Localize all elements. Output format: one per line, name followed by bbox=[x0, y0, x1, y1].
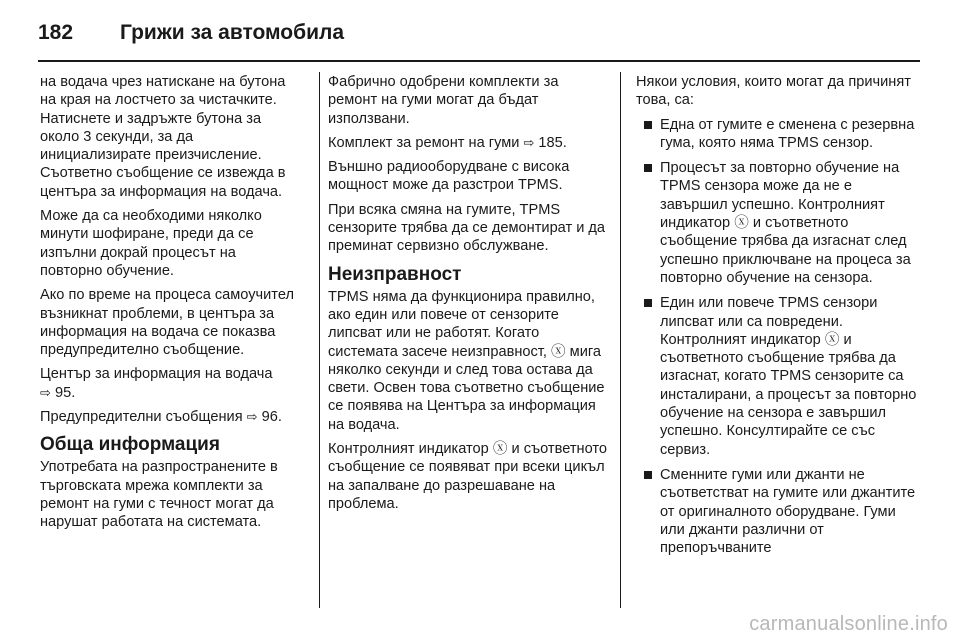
conditions-list bbox=[636, 116, 922, 558]
page-reference-arrow-icon: ⇨ bbox=[523, 134, 535, 150]
paragraph bbox=[328, 440, 608, 513]
tpms-warning-lamp-icon: ⓧ bbox=[492, 441, 508, 458]
column-divider bbox=[620, 72, 621, 608]
list-item: Една от гумите е сменена с резервна гума, която няма TPMS сензор. bbox=[636, 116, 922, 153]
reference-text: Комплект за ремонт на гуми bbox=[328, 134, 520, 151]
tpms-warning-lamp-icon: ⓧ bbox=[824, 331, 840, 348]
section-heading: Неизправност bbox=[328, 263, 462, 285]
paragraph-with-reference bbox=[40, 408, 302, 426]
section-heading: Обща информация bbox=[40, 434, 220, 456]
paragraph-text: мига няколко секунди и след това остава да свети. Освен това съответно съобщение се появява на Центъра за информация на водача. bbox=[328, 343, 605, 433]
chapter-title: Грижи за автомобила bbox=[120, 21, 345, 44]
list-item bbox=[636, 294, 922, 459]
paragraph-with-reference bbox=[40, 365, 302, 402]
paragraph: Употребата на разпространените в търговската мрежа комплекти за ремонт на гуми с течност могат да нарушат работата на системата. bbox=[40, 459, 278, 531]
column-3 bbox=[636, 73, 922, 564]
tpms-warning-lamp-icon: ⓧ bbox=[550, 343, 566, 360]
list-item-text: и съответното съобщение трябва да изгаснат след успешно приключване на процеса за повторно обучение на сензора. bbox=[660, 215, 911, 286]
list-item: Сменните гуми или джанти не съответстват на гумите или джантите от оригиналното оборудване. Гуми или джанти различни от препоръчваните bbox=[636, 466, 922, 557]
reference-text: Център за информация на водача bbox=[40, 366, 273, 383]
reference-text: Предупредителни съобщения bbox=[40, 409, 243, 426]
paragraph: на водача чрез натискане на бутона на края на лостчето за чистачките. Натиснете и задръжте бутона за около 3 секунди, за да инициализирате преизчисление. Съответно съобщение се извежда в центъра за информация на водача. bbox=[40, 74, 286, 200]
column-divider bbox=[319, 72, 320, 608]
list-item-text: Един или повече TPMS сензори липсват или са повредени. Контролният индикатор bbox=[660, 295, 878, 348]
list-item-text: и съответното съобщение трябва да изгаснат, когато TPMS сензорите са инсталирани, а процесът за повторно обучение на сензора е завършил успешно. Консултирайте се със сервиз. bbox=[660, 331, 917, 458]
watermark: carmanualsonline.info bbox=[749, 613, 948, 635]
page-reference-arrow-icon: ⇨ bbox=[246, 409, 258, 425]
paragraph-text: и съответното съобщение се появяват при всеки цикъл на запалване до разрешаване на проблема. bbox=[328, 441, 608, 512]
column-2 bbox=[328, 73, 608, 519]
tpms-warning-lamp-icon: ⓧ bbox=[734, 215, 749, 232]
paragraph-text: Контролният индикатор bbox=[328, 441, 489, 458]
paragraph: Може да са необходими няколко минути шофиране, преди да се изпълни докрай процесът на повторно обучение. bbox=[40, 208, 262, 279]
page-reference-link[interactable]: 96. bbox=[261, 409, 282, 426]
page-reference-link[interactable]: 95. bbox=[54, 384, 76, 401]
column-1 bbox=[40, 73, 302, 538]
list-item bbox=[636, 159, 922, 287]
paragraph: Външно радиооборудване с висока мощност може да разстрои TPMS. bbox=[328, 159, 570, 194]
page-reference-arrow-icon: ⇨ bbox=[40, 384, 51, 400]
paragraph: Фабрично одобрени комплекти за ремонт на гуми могат да бъдат използвани. bbox=[328, 74, 559, 127]
page-reference-link[interactable]: 185. bbox=[538, 134, 567, 151]
list-item-text: Процесът за повторно обучение на TPMS сензора може да не е завършил успешно. Контролният индикатор bbox=[660, 160, 900, 232]
paragraph: Някои условия, които могат да причинят това, са: bbox=[636, 74, 911, 109]
paragraph: Ако по време на процеса самоучител възникнат проблеми, в центъра за информация на водача се показва предупредително съобщение. bbox=[40, 287, 294, 359]
header-rule bbox=[38, 60, 920, 62]
page-header bbox=[38, 14, 920, 52]
paragraph-with-reference bbox=[328, 134, 608, 152]
paragraph bbox=[328, 288, 608, 434]
paragraph-text: TPMS няма да функционира правилно, ако един или повече от сензорите липсват или не работят. Когато системата засече неизправност, bbox=[328, 288, 595, 360]
page-number: 182 bbox=[38, 21, 74, 44]
paragraph: При всяка смяна на гумите, TPMS сензорите трябва да се демонтират и да преминат сервизно обслужване. bbox=[328, 201, 606, 255]
